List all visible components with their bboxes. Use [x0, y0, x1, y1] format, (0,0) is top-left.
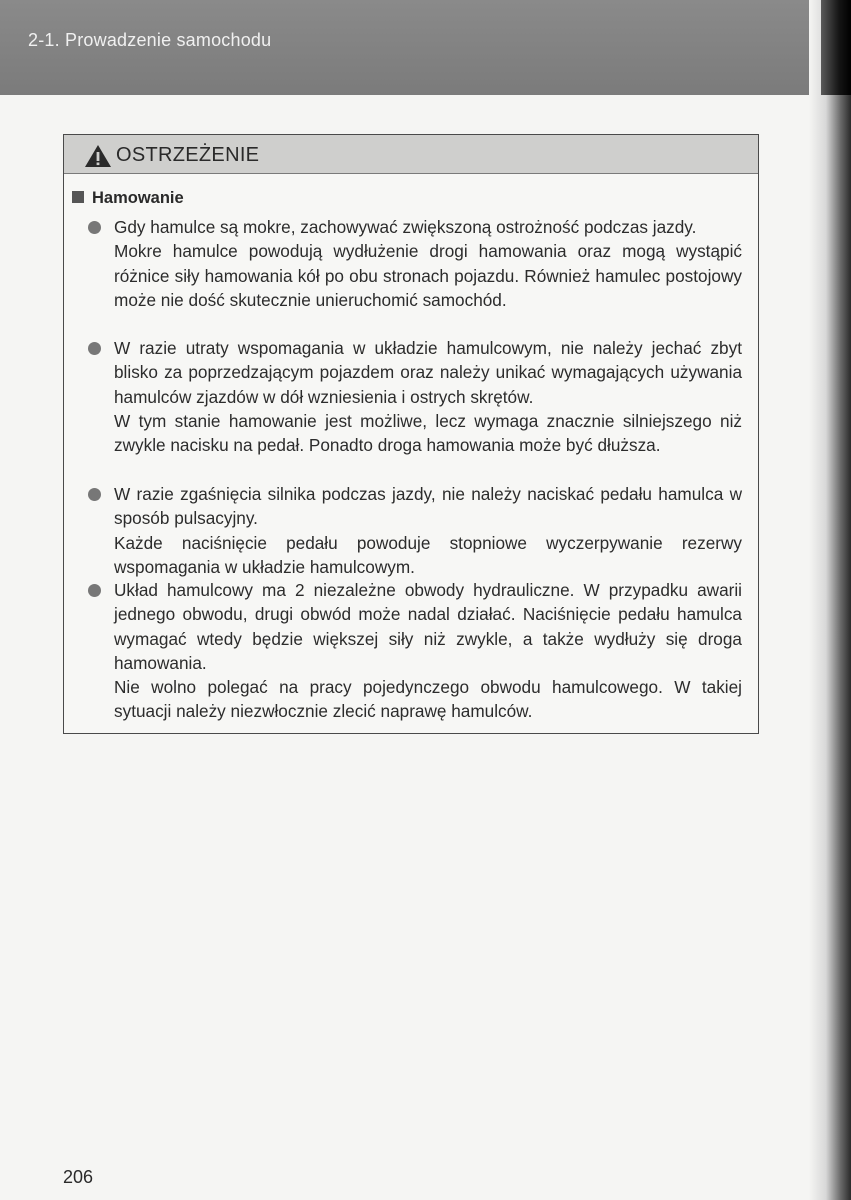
section-heading-text: Hamowanie [92, 189, 184, 207]
warning-item [114, 215, 742, 312]
bullet-icon [88, 221, 101, 234]
header-band [0, 0, 851, 95]
warning-item-note: Każde naciśnięcie pedału powoduje stopniowe wyczerpywanie rezerwy wspomagania w układzie hamulcowym. [114, 532, 742, 577]
bullet-icon [88, 584, 101, 597]
warning-item-text: Układ hamulcowy ma 2 niezależne obwody hydrauliczne. W przypadku awarii jednego obwodu, drugi obwód może nadal działać. Naciśnięcie pedału hamulca wymagać wtedy będzie większej siły niż zwykle, a także wydłuży się droga hamowania. [114, 580, 742, 673]
warning-triangle-icon [84, 144, 112, 168]
warning-box [63, 134, 759, 734]
page-edge-shadow [809, 0, 851, 1200]
warning-item-note: Nie wolno polegać na pracy pojedynczego obwodu hamulcowego. W takiej sytuacji należy niezwłocznie zlecić naprawę hamulców. [114, 677, 742, 722]
warning-item-text: W razie utraty wspomagania w układzie hamulcowym, nie należy jechać zbyt blisko za poprzedzającym pojazdem oraz należy unikać wymagających używania hamulców zjazdów w dół wzniesienia i ostrych skrętów. [114, 338, 742, 407]
warning-item-text: W razie zgaśnięcia silnika podczas jazdy, nie należy naciskać pedału hamulca w sposób pulsacyjny. [114, 484, 742, 529]
section-marker-icon [72, 191, 84, 203]
warning-header [64, 135, 758, 174]
bullet-icon [88, 342, 101, 355]
warning-item [114, 482, 742, 579]
chapter-title: 2-1. Prowadzenie samochodu [28, 30, 272, 50]
page-edge-dark [821, 0, 851, 95]
warning-item [114, 336, 742, 457]
warning-item-note: Mokre hamulce powodują wydłużenie drogi hamowania oraz mogą wystąpić różnice siły hamowania kół po obu stronach pojazdu. Również hamulec postojowy może nie dość skutecznie unieruchomić samochód. [114, 241, 742, 310]
warning-title: OSTRZEŻENIE [116, 144, 260, 166]
bullet-icon [88, 488, 101, 501]
section-heading [72, 189, 184, 208]
warning-item [114, 578, 742, 724]
warning-item-text: Gdy hamulce są mokre, zachowywać zwiększoną ostrożność podczas jazdy. [114, 217, 697, 237]
page-number: 206 [63, 1167, 94, 1187]
warning-item-note: W tym stanie hamowanie jest możliwe, lecz wymaga znacznie silniejszego niż zwykle nacisku na pedał. Ponadto droga hamowania może być dłuższa. [114, 410, 742, 456]
